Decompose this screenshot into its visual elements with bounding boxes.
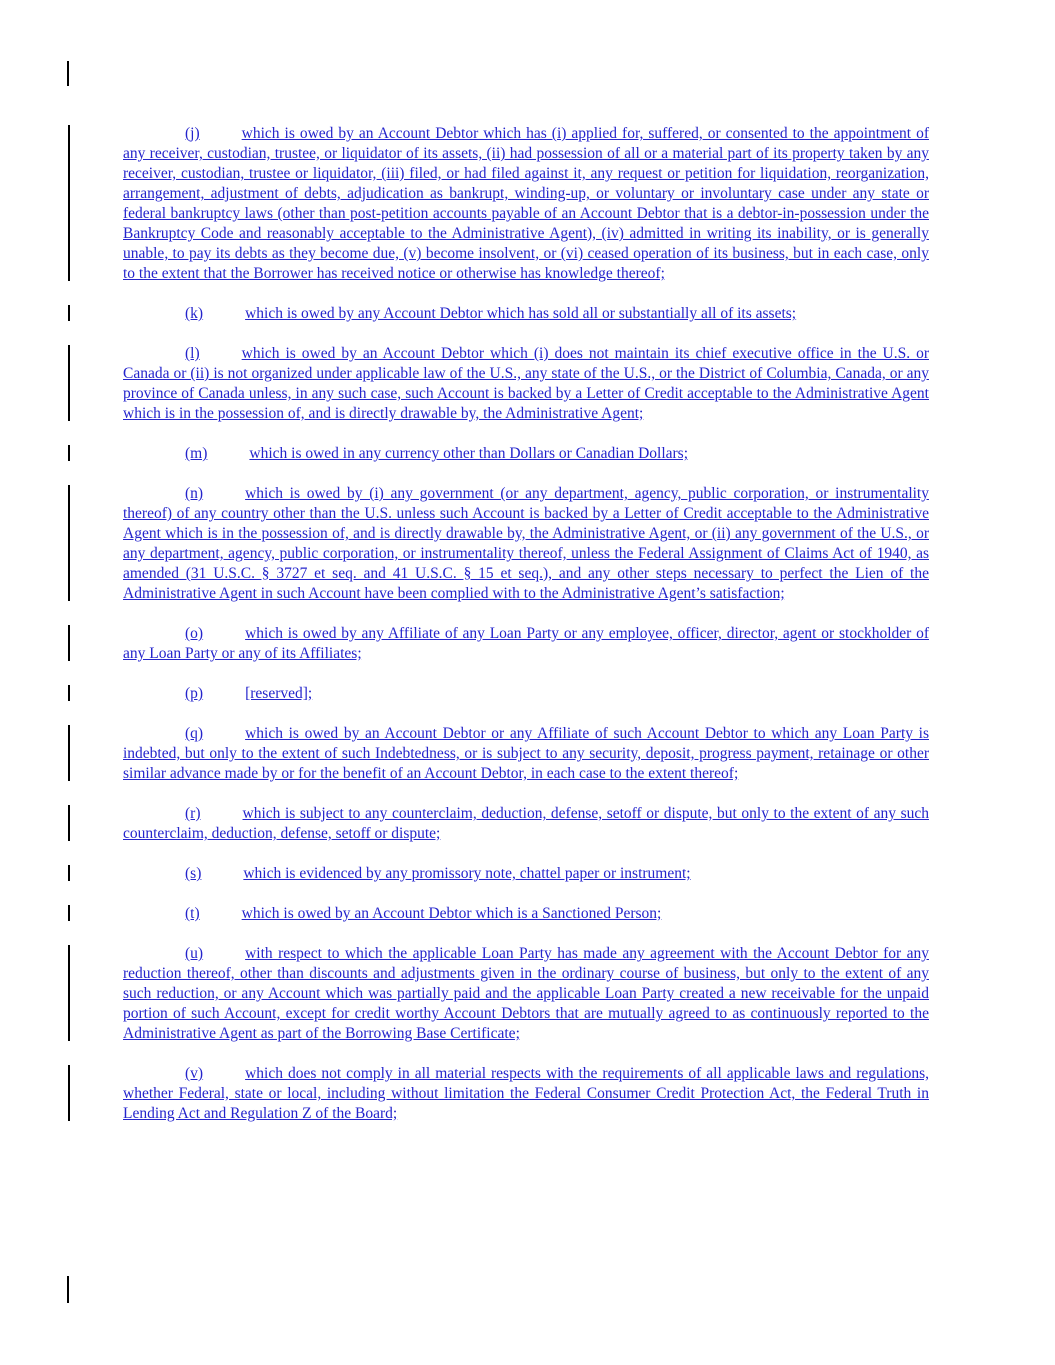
paragraph-letter: (t): [185, 905, 200, 922]
paragraph-text: which is owed by an Account Debtor which is a Sanctioned Person;: [241, 905, 662, 922]
paragraph-letter: (v): [185, 1065, 204, 1082]
paragraph-k: [123, 304, 929, 324]
paragraph-text: which is owed by any Affiliate of any Loan Party or any employee, officer, director, agent or stockholder of any Loan Party or any of its Affiliates;: [123, 625, 929, 662]
change-bar: [68, 805, 70, 841]
paragraph-text: which is subject to any counterclaim, deduction, defense, setoff or dispute, but only to the extent of any such counterclaim, deduction, defense, setoff or dispute;: [123, 805, 929, 842]
paragraph-letter: (u): [185, 945, 204, 962]
paragraph-text: with respect to which the applicable Loan Party has made any agreement with the Account Debtor for any reduction thereof, other than discounts and adjustments given in the ordinary course of business, but only to the extent of any such reduction, or any Account which was partially paid and the applicable Loan Party created a new receivable for the unpaid portion of such Account, except for credit worthy Account Debtors that are mutually agreed to as continuously reported to the Administrative Agent as part of the Borrowing Base Certificate;: [123, 945, 929, 1042]
paragraph-s: [123, 864, 929, 884]
paragraph-letter: (p): [185, 685, 204, 702]
change-bar: [68, 485, 70, 601]
paragraph-letter: (k): [185, 305, 204, 322]
paragraph-v: [123, 1064, 929, 1124]
paragraph-letter: (j): [185, 125, 200, 142]
paragraph-text: which is owed by an Account Debtor which (i) does not maintain its chief executive office in the U.S. or Canada or (ii) is not organized under applicable law of the U.S., any state of the U.S., or the District of Columbia, Canada, or any province of Canada unless, in any such case, such Account is backed by a Letter of Credit acceptable to the Administrative Agent which is in the possession of, and is directly drawable by, the Administrative Agent;: [123, 345, 929, 422]
paragraph-p: [123, 684, 929, 704]
paragraph-u: [123, 944, 929, 1044]
paragraph-l: [123, 344, 929, 424]
paragraph-text: which is evidenced by any promissory note, chattel paper or instrument;: [243, 865, 691, 882]
paragraph-letter: (l): [185, 345, 200, 362]
paragraph-letter: (n): [185, 485, 204, 502]
paragraph-o: [123, 624, 929, 664]
change-bar-bottom: [67, 1276, 69, 1303]
paragraph-letter: (m): [185, 445, 208, 462]
change-bar: [68, 445, 70, 461]
paragraph-n: [123, 484, 929, 604]
change-bar: [68, 905, 70, 921]
paragraph-text: which is owed in any currency other than Dollars or Canadian Dollars;: [249, 445, 688, 462]
change-bar: [68, 945, 70, 1041]
paragraph-text: which is owed by any Account Debtor which has sold all or substantially all of its assets;: [245, 305, 797, 322]
change-bar: [68, 725, 70, 781]
paragraph-text: which is owed by an Account Debtor or any Affiliate of such Account Debtor to which any Loan Party is indebted, but only to the extent of such Indebtedness, or is subject to any security, deposit, progress payment, retainage or other similar advance made by or for the benefit of an Account Debtor, in each case to the extent thereof;: [123, 725, 929, 782]
change-bar-top: [67, 61, 69, 86]
paragraph-text: which does not comply in all material respects with the requirements of all applicable laws and regulations, whether Federal, state or local, including without limitation the Federal Consumer Credit Protection Act, the Federal Truth in Lending Act and Regulation Z of the Board;: [123, 1065, 929, 1122]
change-bar: [68, 1065, 70, 1121]
change-bar: [68, 345, 70, 421]
paragraph-t: [123, 904, 929, 924]
paragraph-letter: (q): [185, 725, 204, 742]
change-bar: [68, 125, 70, 281]
change-bar: [68, 305, 70, 321]
paragraph-text: which is owed by (i) any government (or any department, agency, public corporation, or instrumentality thereof) of any country other than the U.S. unless such Account is backed by a Letter of Credit acceptable to the Administrative Agent which is in the possession of, and is directly drawable by, the Administrative Agent, or (ii) any government of the U.S., or any department, agency, public corporation, or instrumentality thereof, unless the Federal Assignment of Claims Act of 1940, as amended (31 U.S.C. § 3727 et seq. and 41 U.S.C. § 15 et seq.), and any other steps necessary to perfect the Lien of the Administrative Agent in such Account have been complied with to the Administrative Agent’s satisfaction;: [123, 485, 929, 602]
change-bar: [68, 865, 70, 881]
document-content: [123, 124, 929, 1144]
paragraph-letter: (r): [185, 805, 201, 822]
paragraph-m: [123, 444, 929, 464]
change-bar: [68, 625, 70, 661]
paragraph-text: which is owed by an Account Debtor which has (i) applied for, suffered, or consented to the appointment of any receiver, custodian, trustee, or liquidator of its assets, (ii) had possession of all or a material part of its property taken by any receiver, custodian, trustee or liquidator, (iii) filed, or had filed against it, any request or petition for liquidation, reorganization, arrangement, adjustment of debts, adjudication as bankrupt, winding-up, or voluntary or involuntary case under any state or federal bankruptcy laws (other than post-petition accounts payable of an Account Debtor that is a debtor-in-possession under the Bankruptcy Code and reasonably acceptable to the Administrative Agent), (iv) admitted in writing its inability, or is generally unable, to pay its debts as they become due, (v) become insolvent, or (vi) ceased operation of its business, but in each case, only to the extent that the Borrower has received notice or otherwise has knowledge thereof;: [123, 125, 929, 282]
change-bar: [68, 685, 70, 701]
paragraph-text: [reserved];: [245, 685, 313, 702]
paragraph-letter: (s): [185, 865, 202, 882]
paragraph-j: [123, 124, 929, 284]
paragraph-r: [123, 804, 929, 844]
paragraph-letter: (o): [185, 625, 204, 642]
paragraph-q: [123, 724, 929, 784]
